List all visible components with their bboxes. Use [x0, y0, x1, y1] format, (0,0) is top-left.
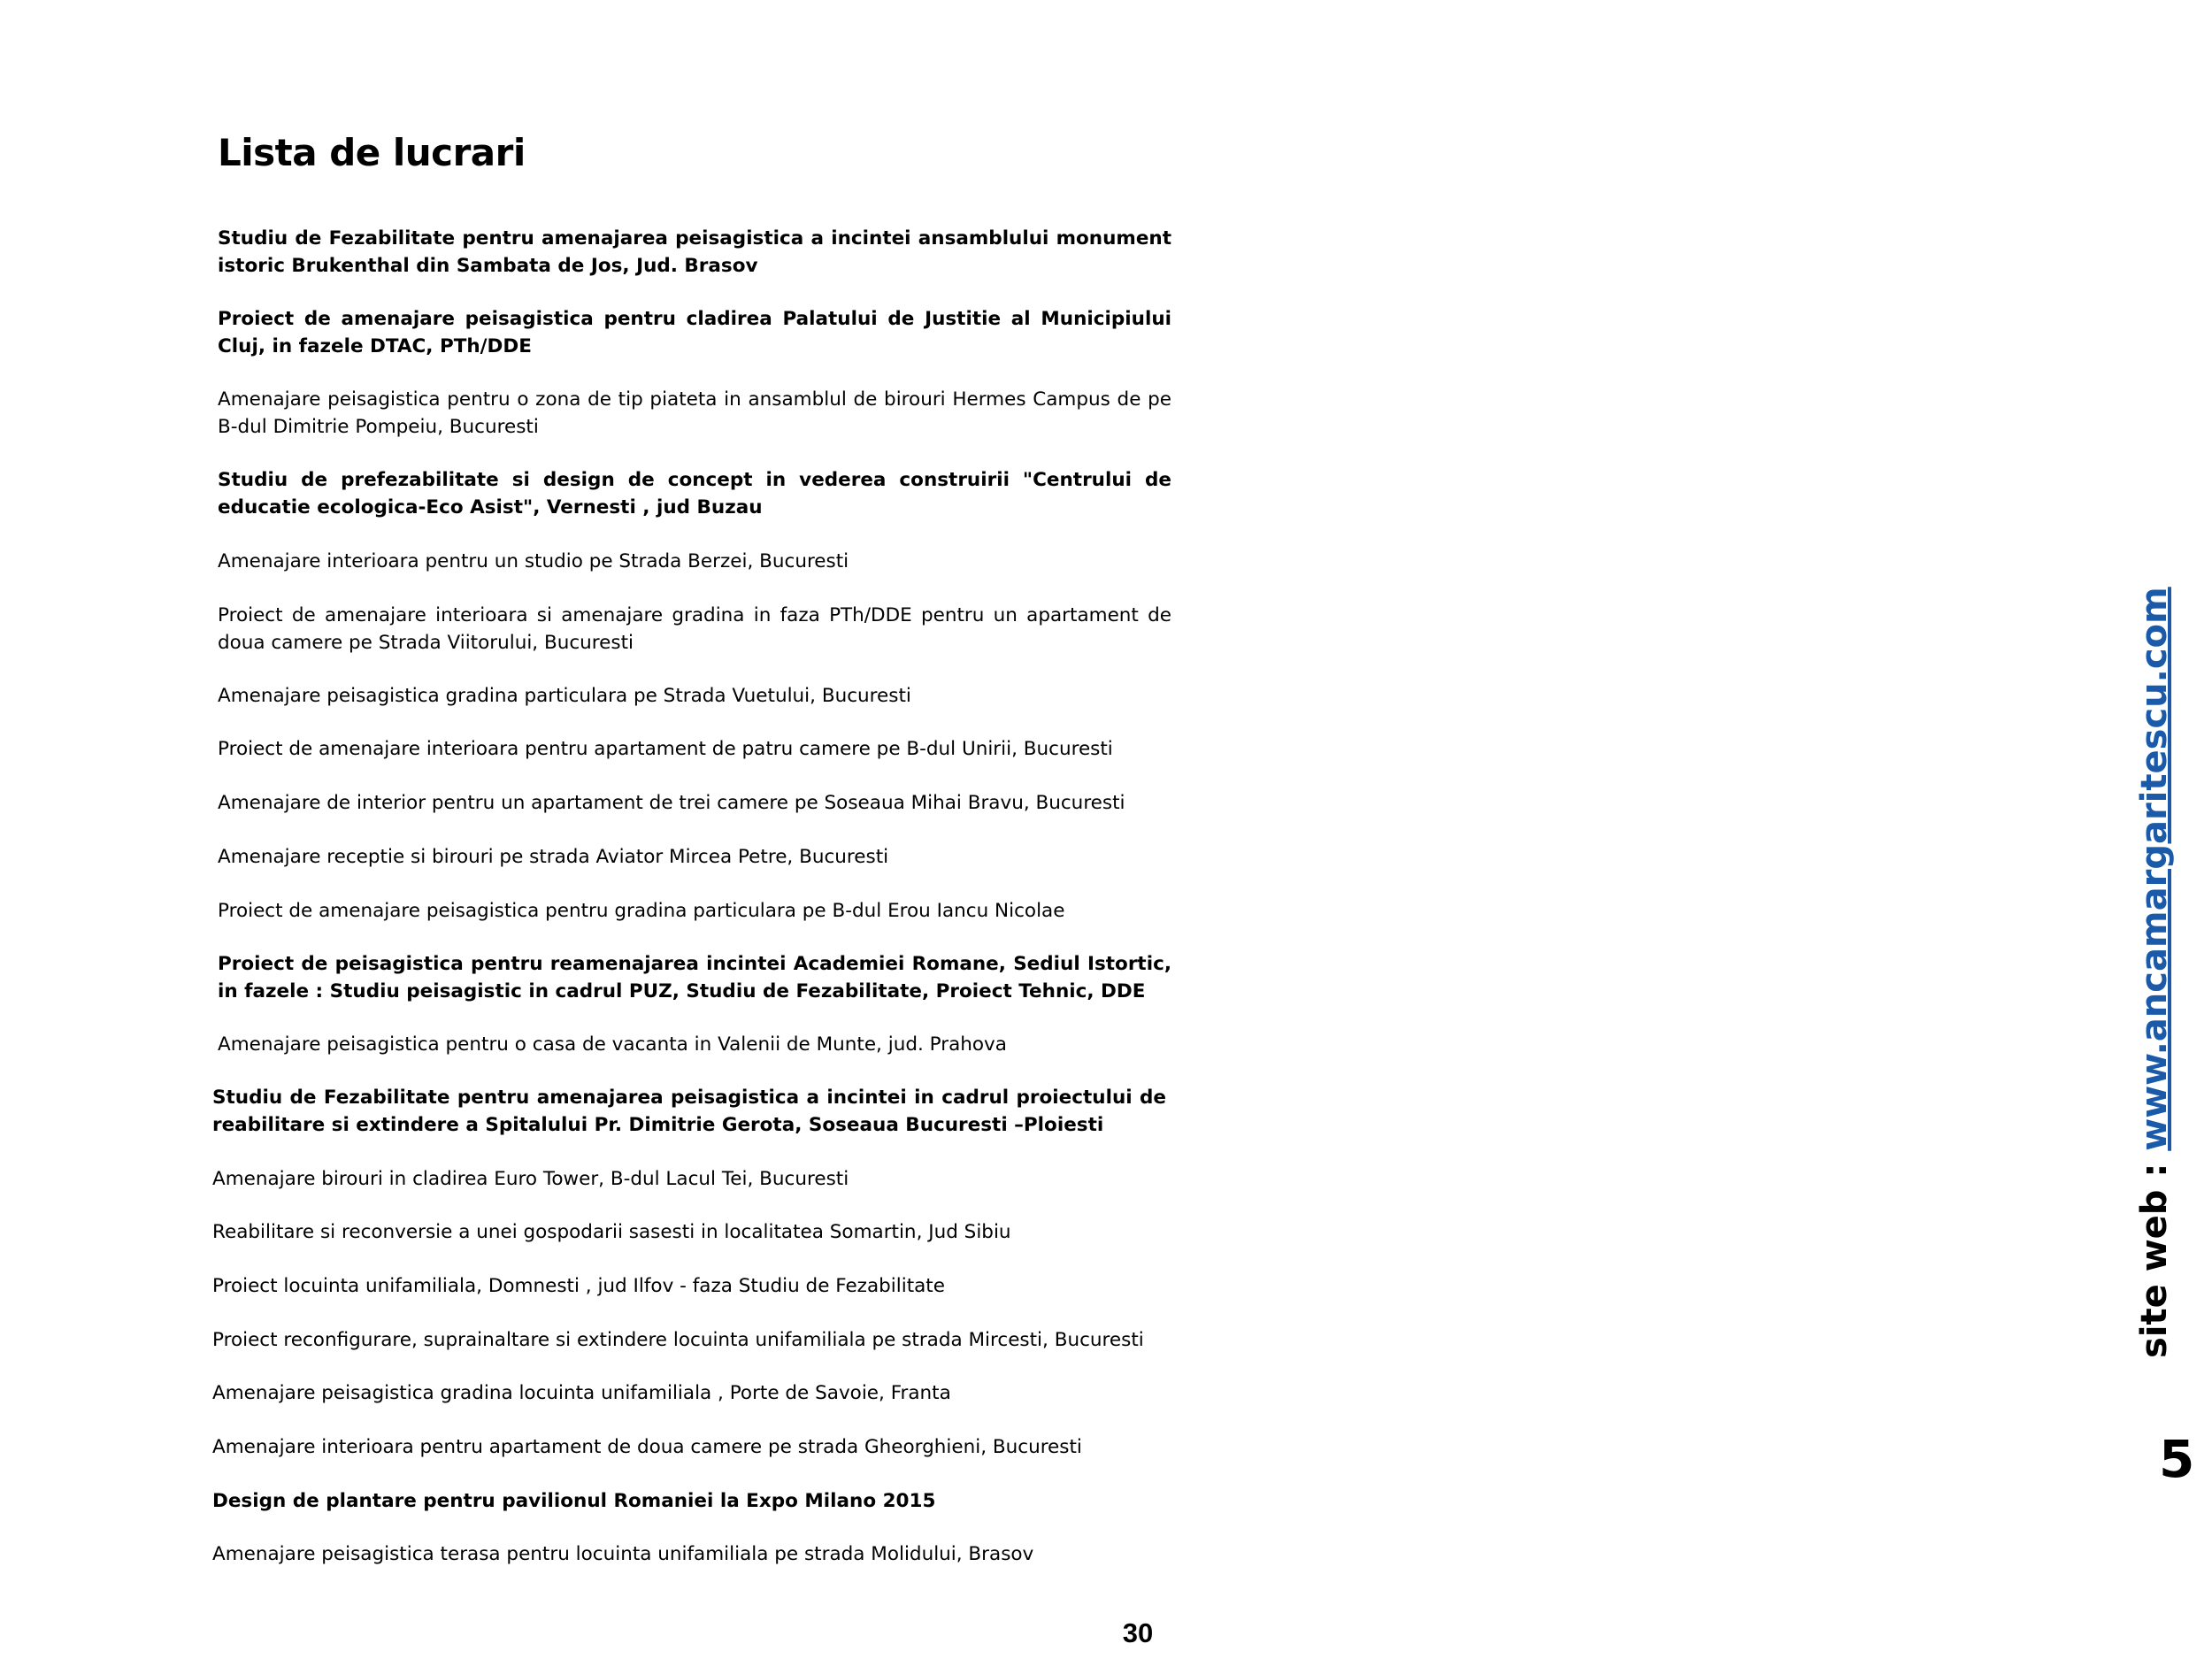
list-item: Amenajare interioara pentru un studio pe Strada Berzei, Bucuresti — [218, 550, 849, 572]
list-item: Amenajare peisagistica terasa pentru locuinta unifamiliala pe strada Molidului, Brasov — [212, 1543, 1034, 1565]
website-link[interactable]: www.ancamargaritescu.com — [2134, 587, 2175, 1151]
list-item: Amenajare de interior pentru un apartament de trei camere pe Soseaua Mihai Bravu, Bucuresti — [218, 792, 1125, 814]
list-item: Amenajare peisagistica gradina particulara pe Strada Vuetului, Bucuresti — [218, 685, 911, 707]
side-website-prefix: site web : — [2134, 1150, 2175, 1358]
list-item: Amenajare interioara pentru apartament de doua camere pe strada Gheorghieni, Bucuresti — [212, 1436, 1082, 1458]
list-item: Amenajare peisagistica gradina locuinta unifamiliala , Porte de Savoie, Franta — [212, 1382, 951, 1404]
list-item: Design de plantare pentru pavilionul Romaniei la Expo Milano 2015 — [212, 1490, 936, 1512]
list-item: Proiect reconfigurare, suprainaltare si extindere locuinta unifamiliala pe strada Mircesti, Bucuresti — [212, 1329, 1144, 1351]
list-item: Amenajare receptie si birouri pe strada Aviator Mircea Petre, Bucuresti — [218, 846, 889, 868]
list-item: Amenajare peisagistica pentru o zona de tip piateta in ansamblul de birouri Hermes Campus de pe B-dul Dimitrie Pompeiu, Bucuresti — [218, 388, 1171, 438]
list-item: Proiect de amenajare peisagistica pentru cladirea Palatului de Justitie al Municipiului Cluj, in fazele DTAC, PTh/DDE — [218, 308, 1171, 357]
list-item: Amenajare birouri in cladirea Euro Tower, B-dul Lacul Tei, Bucuresti — [212, 1168, 849, 1190]
side-website-label — [2134, 587, 2175, 1358]
list-item: Studiu de prefezabilitate si design de concept in vederea construirii "Centrului de educatie ecologica-Eco Asist", Vernesti , jud Buzau — [218, 469, 1171, 518]
list-item: Proiect de amenajare peisagistica pentru gradina particulara pe B-dul Erou Iancu Nicolae — [218, 900, 1065, 922]
list-item: Amenajare peisagistica pentru o casa de vacanta in Valenii de Munte, jud. Prahova — [218, 1033, 1007, 1056]
page-title: Lista de lucrari — [218, 131, 526, 174]
list-item: Proiect de amenajare interioara si amenajare gradina in faza PTh/DDE pentru un apartament de doua camere pe Strada Viitorului, Bucuresti — [218, 604, 1171, 654]
side-chapter-number: 5 — [2159, 1429, 2195, 1489]
list-item: Proiect de peisagistica pentru reamenajarea incintei Academiei Romane, Sediul Istortic, in fazele : Studiu peisagistic in cadrul PUZ, Studiu de Fezabilitate, Proiect Tehnic, DDE — [218, 953, 1171, 1002]
list-item: Proiect de amenajare interioara pentru apartament de patru camere pe B-dul Unirii, Bucuresti — [218, 738, 1113, 760]
list-item: Studiu de Fezabilitate pentru amenajarea peisagistica a incintei in cadrul proiectului de reabilitare si extindere a Spitalului Pr. Dimitrie Gerota, Soseaua Bucuresti –Ploiesti — [212, 1087, 1166, 1136]
list-item: Studiu de Fezabilitate pentru amenajarea peisagistica a incintei ansamblului monument istoric Brukenthal din Sambata de Jos, Jud. Brasov — [218, 227, 1171, 277]
page-number: 30 — [1122, 1617, 1154, 1648]
list-item: Proiect locuinta unifamiliala, Domnesti , jud Ilfov - faza Studiu de Fezabilitate — [212, 1275, 945, 1297]
list-item: Reabilitare si reconversie a unei gospodarii sasesti in localitatea Somartin, Jud Sibiu — [212, 1221, 1011, 1243]
